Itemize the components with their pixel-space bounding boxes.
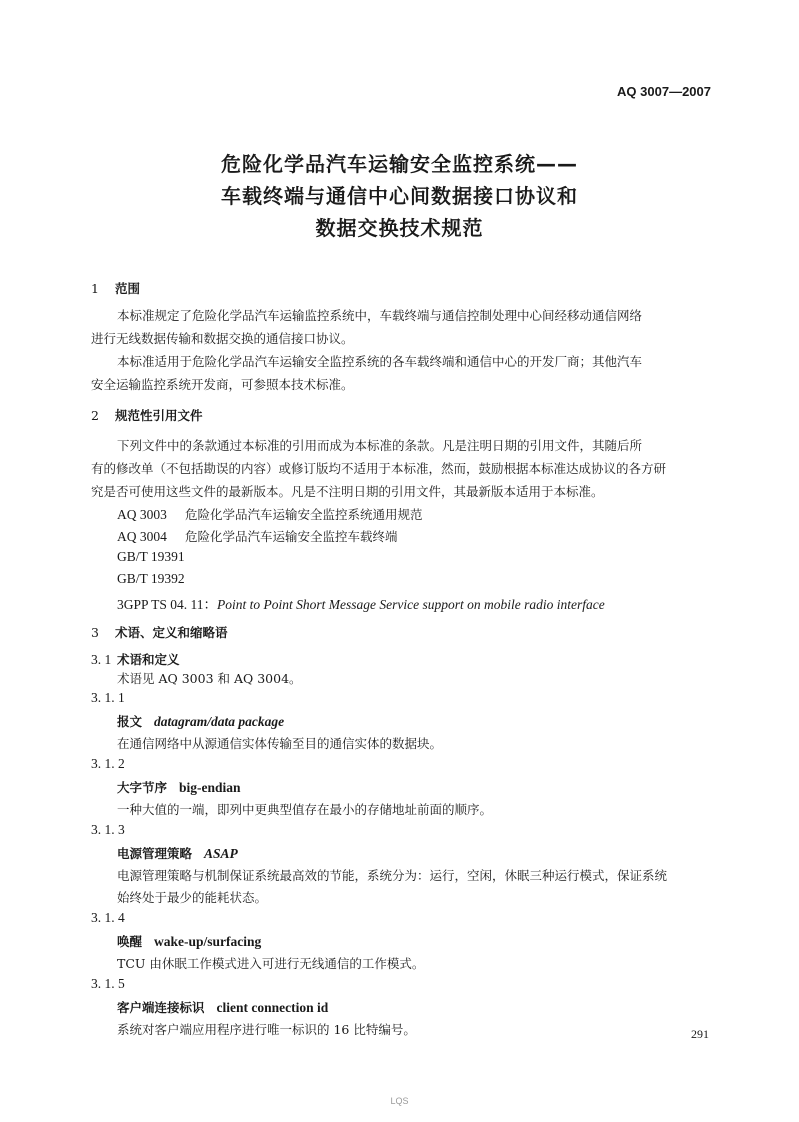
term-definition: 始终处于最少的能耗状态。 <box>117 890 268 905</box>
standard-code: AQ 3007—2007 <box>617 84 711 99</box>
term-number: 3. 1. 5 <box>91 976 125 991</box>
section-number: 1 <box>91 281 99 296</box>
section-3-heading <box>91 623 228 641</box>
term-entry <box>117 998 328 1016</box>
section-title: 范围 <box>115 281 141 296</box>
term-zh: 大字节序 <box>117 780 168 795</box>
reference-code: 3GPP TS 04. 11： <box>117 597 218 612</box>
term-en: datagram/data package <box>154 714 285 729</box>
term-en: ASAP <box>204 846 238 861</box>
term-number: 3. 1. 4 <box>91 910 125 925</box>
term-entry <box>117 778 241 796</box>
section-2-heading <box>91 406 203 424</box>
paragraph-line: 有的修改单（不包括勘误的内容）或修订版均不适用于本标准，然而，鼓励根据本标准达成协议的各方研 <box>91 461 667 476</box>
term-definition: 在通信网络中从源通信实体传输至目的通信实体的数据块。 <box>117 736 443 751</box>
subsection-number: 3. 1 <box>91 652 112 667</box>
reference-item <box>117 527 398 545</box>
term-zh: 电源管理策略 <box>117 846 193 861</box>
term-entry <box>117 712 284 730</box>
paragraph-line: 本标准规定了危险化学品汽车运输监控系统中，车载终端与通信控制处理中心间经移动通信网络 <box>117 308 643 323</box>
term-definition: 电源管理策略与机制保证系统最高效的节能，系统分为：运行，空闲，休眠三种运行模式，保证系统 <box>117 868 668 883</box>
section-1-heading <box>91 279 140 297</box>
reference-title: Point to Point Short Message Service support on mobile radio interface <box>217 597 605 612</box>
paragraph-line: 术语见 AQ 3003 和 AQ 3004。 <box>117 671 302 686</box>
term-en: big-endian <box>179 780 241 795</box>
term-zh: 客户端连接标识 <box>117 1000 205 1015</box>
paragraph-line: 安全运输监控系统开发商，可参照本技术标准。 <box>91 377 354 392</box>
term-definition: 一种大值的一端，即列中更典型值存在最小的存储地址前面的顺序。 <box>117 802 493 817</box>
term-zh: 报文 <box>117 714 143 729</box>
reference-title: 危险化学品汽车运输安全监控车载终端 <box>185 529 398 544</box>
term-entry <box>117 932 261 950</box>
document-title-line-3: 数据交换技术规范 <box>315 216 484 240</box>
reference-item <box>117 505 423 523</box>
reference-item <box>117 593 605 613</box>
section-number: 2 <box>91 408 99 423</box>
reference-title: 危险化学品汽车运输安全监控系统通用规范 <box>185 507 423 522</box>
paragraph-line: 进行无线数据传输和数据交换的通信接口协议。 <box>91 331 354 346</box>
term-zh: 唤醒 <box>117 934 143 949</box>
subsection-title: 术语和定义 <box>117 652 180 667</box>
term-definition: 系统对客户端应用程序进行唯一标识的 16 比特编号。 <box>117 1022 416 1037</box>
reference-code: AQ 3004 <box>117 529 167 544</box>
term-number: 3. 1. 3 <box>91 822 125 837</box>
paragraph-line: 究是否可使用这些文件的最新版本。凡是不注明日期的引用文件，其最新版本适用于本标准。 <box>91 484 604 499</box>
term-en: client connection id <box>216 1000 329 1015</box>
page-number: 291 <box>691 1027 709 1041</box>
footer-watermark: LQS <box>390 1096 409 1106</box>
section-title: 术语、定义和缩略语 <box>115 625 228 640</box>
document-title-line-1: 危险化学品汽车运输安全监控系统—— <box>221 152 578 176</box>
term-en: wake-up/surfacing <box>154 934 262 949</box>
subsection-heading <box>91 650 180 668</box>
document-title-line-2: 车载终端与通信中心间数据接口协议和 <box>221 184 578 208</box>
section-number: 3 <box>91 625 99 640</box>
reference-code: AQ 3003 <box>117 507 167 522</box>
term-entry <box>117 844 238 862</box>
section-title: 规范性引用文件 <box>115 408 203 423</box>
reference-code: GB/T 19392 <box>117 571 185 586</box>
term-number: 3. 1. 2 <box>91 756 125 771</box>
reference-code: GB/T 19391 <box>117 549 185 564</box>
term-definition: TCU 由休眠工作模式进入可进行无线通信的工作模式。 <box>117 956 425 971</box>
term-number: 3. 1. 1 <box>91 690 125 705</box>
paragraph-line: 本标准适用于危险化学品汽车运输安全监控系统的各车载终端和通信中心的开发厂商；其他汽车 <box>117 354 643 369</box>
paragraph-line: 下列文件中的条款通过本标准的引用而成为本标准的条款。凡是注明日期的引用文件，其随后所 <box>117 438 643 453</box>
